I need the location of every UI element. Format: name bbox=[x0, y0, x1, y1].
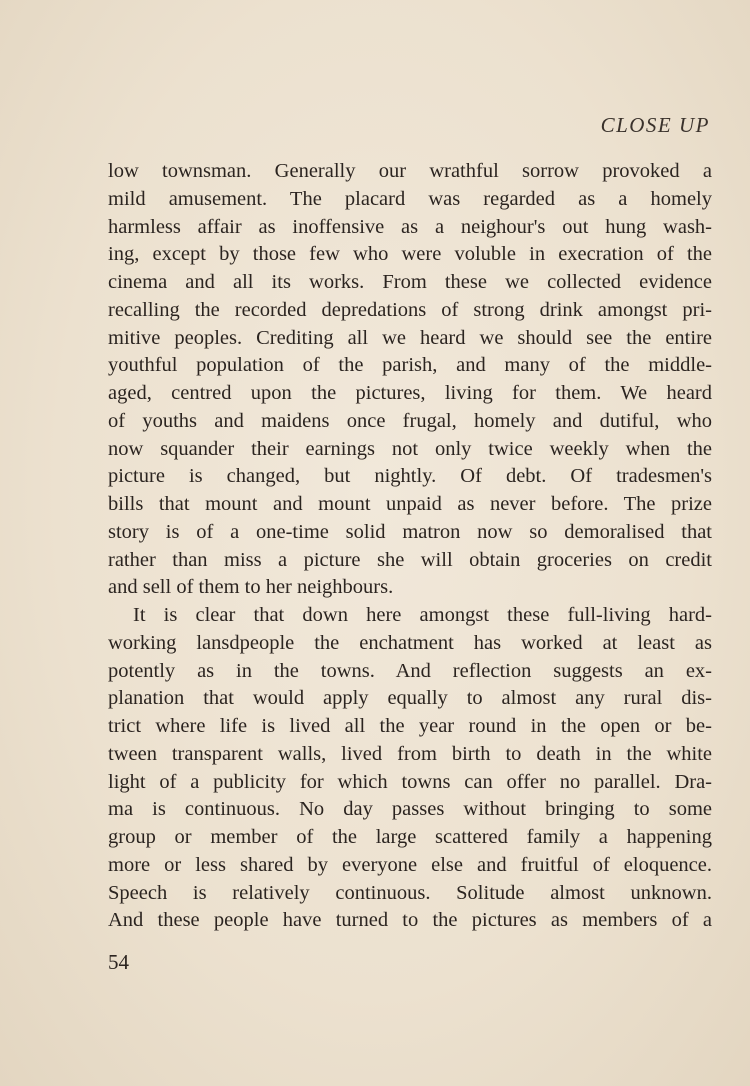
text-line: now squander their earnings not only twice weekly when the bbox=[108, 437, 712, 460]
text-line: rather than miss a picture she will obtain groceries on credit bbox=[108, 548, 712, 571]
text-line: aged, centred upon the pictures, living for them. We heard bbox=[108, 382, 712, 404]
text-line: planation that would apply equally to almost any rural dis- bbox=[108, 687, 712, 710]
text-line: story is of a one-time solid matron now so demoralised that bbox=[108, 520, 712, 543]
paragraph-start-line: It is clear that down here amongst these full-living hard- bbox=[133, 604, 712, 626]
text-line: light of a publicity for which towns can offer no parallel. Dra- bbox=[108, 770, 712, 793]
text-line: recalling the recorded depredations of strong drink amongst pri- bbox=[108, 298, 712, 321]
running-head: CLOSE UP bbox=[600, 113, 710, 137]
text-line: more or less shared by everyone else and fruitful of eloquence. bbox=[108, 853, 712, 876]
body-text bbox=[108, 158, 712, 935]
text-line: group or member of the large scattered family a happening bbox=[108, 826, 712, 848]
text-line: potently as in the towns. And reflection suggests an ex- bbox=[108, 659, 712, 682]
text-line: ing, except by those few who were voluble in execration of the bbox=[108, 243, 712, 266]
text-line: Speech is relatively continuous. Solitude almost unknown. bbox=[108, 881, 712, 904]
text-line: ma is continuous. No day passes without bringing to some bbox=[108, 798, 712, 821]
text-line: mild amusement. The placard was regarded as a homely bbox=[108, 187, 712, 210]
text-line: trict where life is lived all the year round in the open or be- bbox=[108, 715, 712, 737]
paragraph-end-line: and sell of them to her neighbours. bbox=[108, 576, 394, 599]
text-line: low townsman. Generally our wrathful sorrow provoked a bbox=[108, 160, 712, 182]
text-line: picture is changed, but nightly. Of debt. Of tradesmen's bbox=[108, 465, 712, 488]
text-line: of youths and maidens once frugal, homely and dutiful, who bbox=[108, 409, 712, 432]
text-line: tween transparent walls, lived from birth to death in the white bbox=[108, 742, 712, 765]
text-line: bills that mount and mount unpaid as never before. The prize bbox=[108, 493, 712, 515]
page-number: 54 bbox=[108, 950, 129, 974]
text-line: cinema and all its works. From these we collected evidence bbox=[108, 271, 712, 293]
text-line: youthful population of the parish, and many of the middle- bbox=[108, 354, 712, 377]
text-line: working lansdpeople the enchatment has worked at least as bbox=[108, 631, 712, 654]
text-line: And these people have turned to the pictures as members of a bbox=[108, 909, 712, 932]
text-line: harmless affair as inoffensive as a neighour's out hung wash- bbox=[108, 215, 712, 238]
text-line: mitive peoples. Crediting all we heard we should see the entire bbox=[108, 326, 712, 349]
